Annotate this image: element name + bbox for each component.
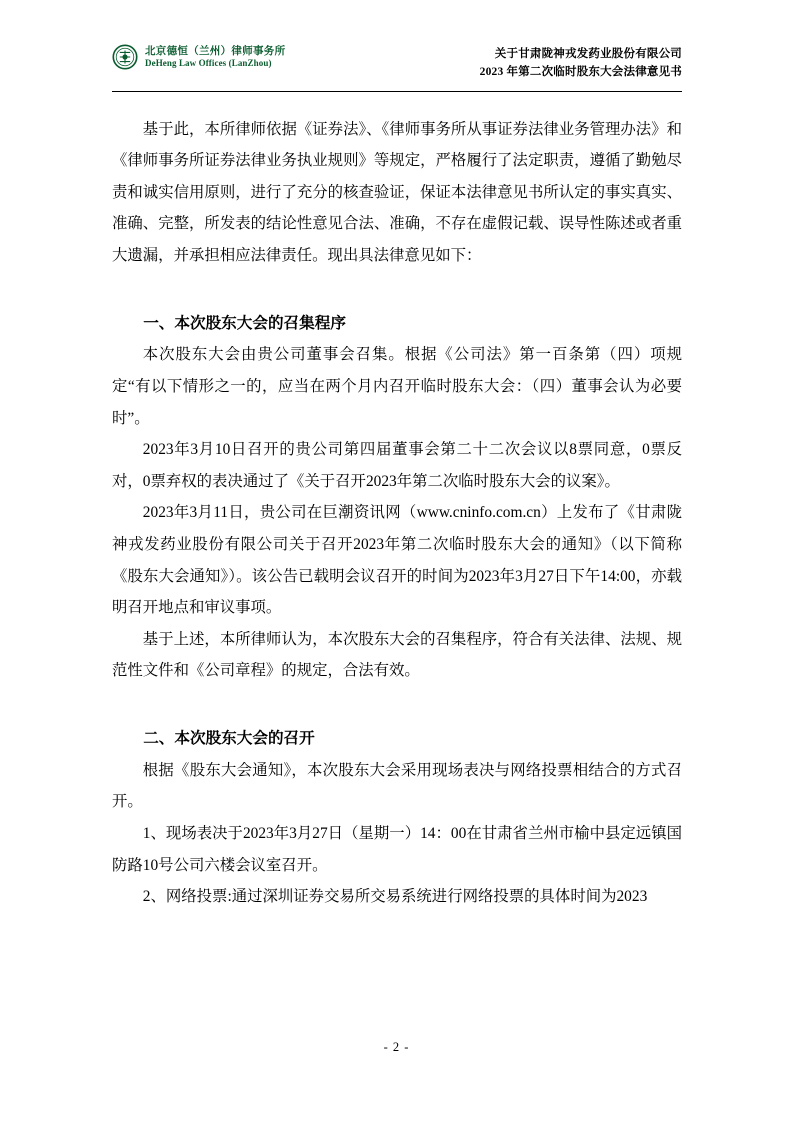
section-heading-1: 一、本次股东大会的召集程序 (143, 314, 346, 332)
header-doc-title-line2: 2023 年第二次临时股东大会法律意见书 (479, 65, 682, 78)
section-heading-2: 二、本次股东大会的召开 (143, 729, 315, 747)
header-doc-title-line1: 关于甘肃陇神戎发药业股份有限公司 (494, 48, 682, 60)
spacer (112, 272, 682, 308)
section1-paragraph-4: 基于上述，本所律师认为，本次股东大会的召集程序，符合有关法律、法规、规范性文件和《公司章程》的规定，合法有效。 (112, 630, 682, 680)
firm-name-block (145, 45, 285, 69)
section2-paragraph-1: 根据《股东大会通知》，本次股东大会采用现场表决与网络投票相结合的方式召开。 (112, 761, 682, 811)
firm-name-cn: 北京德恒（兰州）律师事务所 (145, 45, 286, 57)
page-number: - 2 - (383, 1040, 410, 1054)
spacer (112, 687, 682, 723)
section2-paragraph-3: 2、网络投票:通过深圳证券交易所交易系统进行网络投票的具体时间为2023 (142, 888, 648, 906)
page-footer (0, 1040, 793, 1055)
document-body (112, 114, 682, 913)
deheng-seal-icon (112, 44, 138, 70)
firm-name-en: DeHeng Law Offices (LanZhou) (145, 57, 272, 68)
section1-paragraph-3: 2023年3月11日，贵公司在巨潮资讯网（www.cninfo.com.cn）上发布了《甘肃陇神戎发药业股份有限公司关于召开2023年第二次临时股东大会的通知》（以下简称《股东大会通知》）。该公告已载明会议召开的时间为2023年3月27日下午14:00，亦载明召开地点和审议事项。 (112, 504, 682, 617)
header-doc-title (480, 44, 682, 82)
section1-paragraph-2: 2023年3月10日召开的贵公司第四届董事会第二十二次会议以8票同意，0票反对，0票弃权的表决通过了《关于召开2023年第二次临时股东大会的议案》。 (112, 441, 682, 490)
page-header (112, 44, 682, 88)
page-content (112, 44, 682, 913)
header-divider (112, 91, 682, 92)
firm-logo (112, 44, 285, 70)
intro-paragraph: 基于此，本所律师依据《证券法》、《律师事务所从事证券法律业务管理办法》和《律师事务所证券法律业务执业规则》等规定，严格履行了法定职责，遵循了勤勉尽责和诚实信用原则，进行了充分的核查验证，保证本法律意见书所认定的事实真实、准确、完整，所发表的结论性意见合法、准确，不存在虚假记载、误导性陈述或者重大遗漏，并承担相应法律责任。现出具法律意见如下： (112, 120, 682, 264)
section2-paragraph-2: 1、现场表决于2023年3月27日（星期一）14：00在甘肃省兰州市榆中县定远镇国防路10号公司六楼会议室召开。 (112, 824, 682, 874)
section1-paragraph-1: 本次股东大会由贵公司董事会召集。根据《公司法》第一百条第（四）项规定“有以下情形之一的，应当在两个月内召开临时股东大会：（四）董事会认为必要时”。 (112, 346, 682, 427)
